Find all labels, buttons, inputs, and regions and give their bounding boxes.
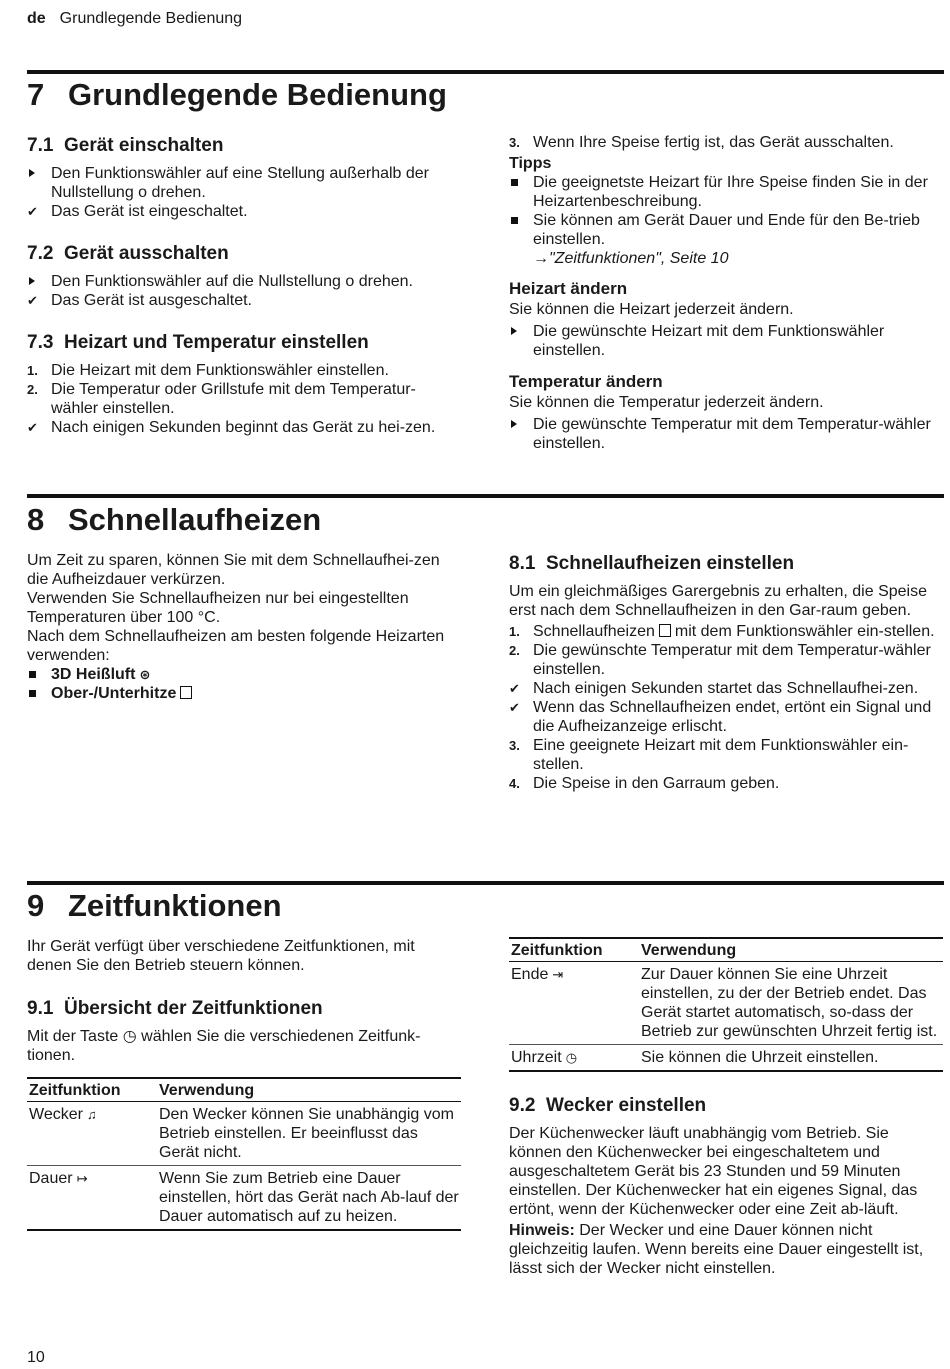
note: Hinweis: Der Wecker und eine Dauer können nicht gleichzeitig laufen. Wenn bereits eine Dauer eingestellt ist, lässt sich der Wecker nicht einstellen. (509, 1222, 924, 1277)
ch9-right-column (509, 937, 943, 1278)
ch8-left-column (27, 551, 457, 703)
section-9-2-heading: 9.2 Wecker einstellen (509, 1095, 707, 1116)
step: Die gewünschte Heizart mit dem Funktionswähler einstellen. (509, 322, 941, 360)
paragraph: Um Zeit zu sparen, können Sie mit dem Schnellaufhei-zen die Aufheizdauer verkürzen. (27, 552, 440, 588)
result: ✔ Nach einigen Sekunden startet das Schnellaufhei-zen. (509, 680, 919, 697)
ch9-left-column (27, 937, 461, 1231)
check-icon: ✔ (27, 204, 38, 219)
chapter-rule (27, 70, 944, 74)
clock-icon: ◷ (122, 1028, 137, 1045)
bullet-icon (29, 671, 36, 678)
section-7-3-heading: 7.3 Heizart und Temperatur einstellen (27, 332, 369, 353)
arrow-right-icon: → (533, 250, 549, 267)
bullet-icon (511, 217, 518, 224)
check-icon: ✔ (27, 293, 38, 308)
bullet-icon (511, 179, 518, 186)
section-8-1-heading: 8.1 Schnellaufheizen einstellen (509, 553, 795, 574)
result: ✔ Das Gerät ist ausgeschaltet. (27, 292, 252, 309)
table-header: Zeitfunktion (509, 938, 639, 962)
tip-item: Die geeignetste Heizart für Ihre Speise finden Sie in der Heizartenbeschreibung. (509, 173, 941, 211)
paragraph: Mit der Taste ◷ wählen Sie die verschiedenen Zeitfunk-tionen. (27, 1028, 421, 1064)
ch8-right-column (509, 552, 941, 793)
zeitfunktionen-table-2 (509, 937, 943, 1072)
paragraph: Ihr Gerät verfügt über verschiedene Zeitfunktionen, mit denen Sie den Betrieb steuern können. (27, 938, 415, 974)
heizart-item: Ober-/Unterhitze (27, 684, 457, 703)
step: Den Funktionswähler auf eine Stellung außerhalb der Nullstellung o drehen. (27, 164, 457, 202)
table-header: Verwendung (639, 938, 943, 962)
step-arrow-icon (29, 169, 35, 177)
numbered-step: 1. Schnellaufheizen mit dem Funktionswähler ein-stellen. (509, 623, 935, 640)
table-header: Verwendung (157, 1078, 461, 1102)
end-time-icon: ⇥ (552, 967, 564, 982)
step: Den Funktionswähler auf die Nullstellung o drehen. (27, 272, 457, 291)
check-icon: ✔ (509, 681, 520, 696)
header-lang: de (27, 10, 46, 27)
numbered-step: 1. Die Heizart mit dem Funktionswähler einstellen. (27, 362, 389, 379)
step-arrow-icon (511, 327, 517, 335)
numbered-step: 4. Die Speise in den Garraum geben. (509, 775, 780, 792)
paragraph: Sie können die Temperatur jederzeit ändern. (509, 394, 824, 411)
numbered-step: 2. Die gewünschte Temperatur mit dem Temperatur-wähler einstellen. (509, 642, 931, 678)
section-7-2-heading: 7.2 Gerät ausschalten (27, 243, 229, 264)
table-row: Ende ⇥ Zur Dauer können Sie eine Uhrzeit einstellen, zu der der Betrieb endet. Das Gerät startet automatisch, so-dass der Betrieb zur gewünschten Uhrzeit fertig ist. (509, 962, 943, 1045)
3d-heissluft-icon: ⊛ (139, 667, 151, 682)
zeitfunktionen-table-1 (27, 1077, 461, 1231)
temperatur-aendern-heading: Temperatur ändern (509, 372, 663, 391)
numbered-step: 3. Wenn Ihre Speise fertig ist, das Gerät ausschalten. (509, 134, 894, 151)
tip-item: Sie können am Gerät Dauer und Ende für den Be-trieb einstellen. →"Zeitfunktionen", Seite 10 (509, 211, 941, 268)
step: Die gewünschte Temperatur mit dem Temperatur-wähler einstellen. (509, 415, 941, 453)
header-title: Grundlegende Bedienung (59, 10, 243, 27)
result: ✔ Wenn das Schnellaufheizen endet, ertönt ein Signal und die Aufheizanzeige erlischt. (509, 699, 932, 735)
result: ✔ Das Gerät ist eingeschaltet. (27, 203, 248, 220)
step-arrow-icon (29, 277, 35, 285)
step-arrow-icon (511, 420, 517, 428)
check-icon: ✔ (27, 420, 38, 435)
result: ✔ Nach einigen Sekunden beginnt das Gerät zu hei-zen. (27, 419, 436, 436)
bullet-icon (29, 690, 36, 697)
chapter-7-heading: 7 Grundlegende Bedienung (27, 77, 447, 112)
table-row: Uhrzeit ◷ Sie können die Uhrzeit einstellen. (509, 1045, 943, 1072)
running-header (27, 10, 242, 28)
chapter-rule (27, 494, 944, 498)
numbered-step: 2. Die Temperatur oder Grillstufe mit dem Temperatur-wähler einstellen. (27, 381, 416, 417)
table-row: Wecker ♫ Den Wecker können Sie unabhängig vom Betrieb einstellen. Er beeinflusst das Gerät nicht. (27, 1102, 461, 1166)
schnellaufheizen-icon (659, 624, 671, 637)
clock-icon: ◷ (565, 1050, 578, 1065)
chapter-9-heading: 9 Zeitfunktionen (27, 888, 282, 923)
numbered-step: 3. Eine geeignete Heizart mit dem Funktionswähler ein-stellen. (509, 737, 909, 773)
table-header: Zeitfunktion (27, 1078, 157, 1102)
paragraph: Um ein gleichmäßiges Garergebnis zu erhalten, die Speise erst nach dem Schnellaufheizen in den Gar-raum geben. (509, 583, 927, 619)
paragraph: Verwenden Sie Schnellaufheizen nur bei eingestellten Temperaturen über 100 °C. (27, 590, 409, 626)
ch7-left-column (27, 134, 457, 437)
bell-icon: ♫ (86, 1107, 97, 1122)
paragraph: Nach dem Schnellaufheizen am besten folgende Heizarten verwenden: (27, 628, 445, 664)
section-7-1-heading: 7.1 Gerät einschalten (27, 135, 224, 156)
heizart-item: 3D Heißluft ⊛ (27, 665, 457, 684)
duration-icon: ↦ (76, 1171, 88, 1186)
page-number: 10 (27, 1349, 45, 1366)
chapter-8-heading: 8 Schnellaufheizen (27, 502, 322, 537)
paragraph: Sie können die Heizart jederzeit ändern. (509, 301, 794, 318)
table-row: Dauer ↦ Wenn Sie zum Betrieb eine Dauer einstellen, hört das Gerät nach Ab-lauf der Dauer automatisch auf zu heizen. (27, 1166, 461, 1231)
ch7-right-column (509, 133, 941, 453)
chapter-rule (27, 881, 944, 885)
check-icon: ✔ (509, 700, 520, 715)
paragraph: Der Küchenwecker läuft unabhängig vom Betrieb. Sie können den Küchenwecker bei eingeschaltetem und ausgeschaltetem Gerät bis 23 Stunden und 59 Minuten einstellen. Der Küchenwecker hat ein eigenes Signal, das ertönt, wenn der Küchenwecker oder eine Zeit ab-läuft. (509, 1125, 918, 1218)
ober-unterhitze-icon (180, 686, 192, 699)
section-9-1-heading: 9.1 Übersicht der Zeitfunktionen (27, 998, 323, 1019)
tipps-heading: Tipps (509, 155, 552, 172)
heizart-aendern-heading: Heizart ändern (509, 279, 628, 298)
